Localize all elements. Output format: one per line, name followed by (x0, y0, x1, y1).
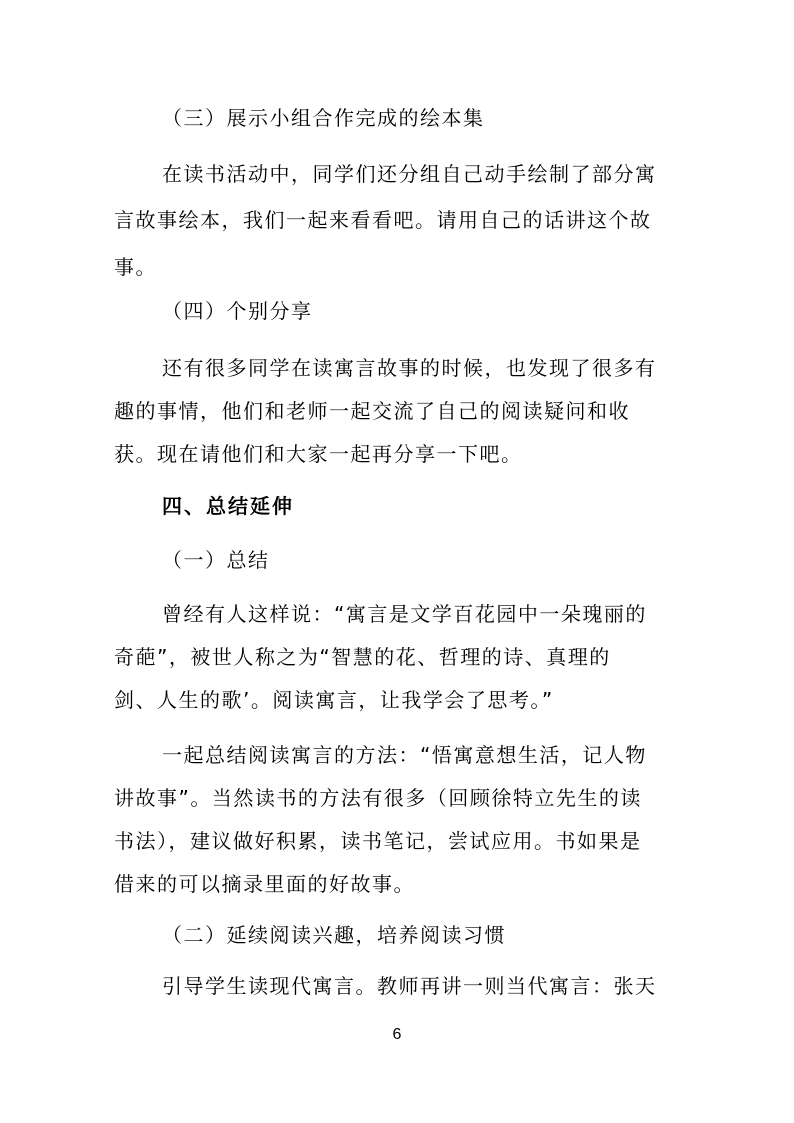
subheading-three: （三）展示小组合作完成的绘本集 (162, 106, 485, 130)
paragraph-line: 获。现在请他们和大家一起再分享一下吧。 (114, 442, 523, 466)
section-heading: 四、总结延伸 (162, 494, 294, 518)
paragraph-line: 剑、人生的歌’。阅读寓言，让我学会了思考。” (114, 688, 554, 712)
subheading-two: （二）延续阅读兴趣，培养阅读习惯 (162, 923, 506, 947)
page-number: 6 (392, 1026, 402, 1043)
paragraph-line: 趣的事情，他们和老师一起交流了自己的阅读疑问和收 (114, 399, 630, 423)
paragraph-line: 言故事绘本，我们一起来看看吧。请用自己的话讲这个故 (114, 208, 652, 232)
paragraph-line: 一起总结阅读寓言的方法：“悟寓意想生活，记人物 (162, 743, 647, 767)
subheading-one: （一）总结 (162, 548, 270, 572)
paragraph-line: 曾经有人这样说：“寓言是文学百花园中一朵瑰丽的 (162, 602, 647, 626)
subheading-four: （四）个别分享 (162, 299, 313, 323)
paragraph-line: 借来的可以摘录里面的好故事。 (114, 872, 415, 896)
paragraph-line: 引导学生读现代寓言。教师再讲一则当代寓言：张天 (162, 974, 657, 998)
paragraph-line: 奇葩”，被世人称之为“智慧的花、哲理的诗、真理的 (114, 645, 611, 669)
paragraph-line: 事。 (114, 255, 157, 279)
paragraph-line: 在读书活动中，同学们还分组自己动手绘制了部分寓 (162, 162, 657, 186)
paragraph-line: 书法），建议做好积累，读书笔记，尝试应用。书如果是 (114, 829, 642, 853)
paragraph-line: 讲故事”。当然读书的方法有很多（回顾徐特立先生的读 (114, 786, 642, 810)
paragraph-line: 还有很多同学在读寓言故事的时候，也发现了很多有 (162, 356, 657, 380)
